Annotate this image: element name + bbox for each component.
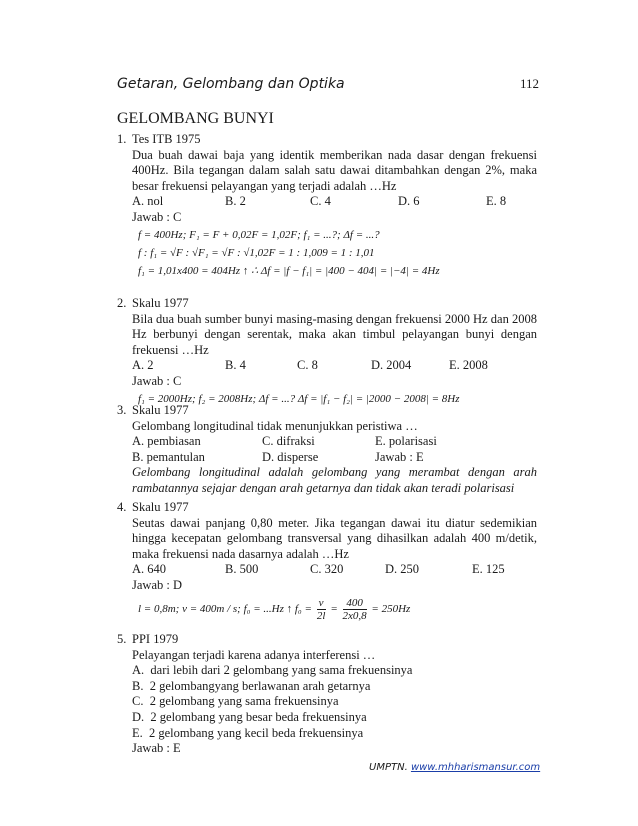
- option-a: A. 640: [132, 562, 167, 577]
- question-number: 2.: [117, 296, 127, 310]
- equals-sign: =: [330, 602, 338, 615]
- option-a: A. 2: [132, 358, 154, 373]
- answer: Jawab : D: [132, 577, 182, 592]
- answer: Jawab : E: [132, 741, 181, 756]
- question-text-line: maka frekuensi nada dasarnya adalah …Hz: [132, 546, 349, 561]
- explanation-line: Gelombang longitudinal adalah gelombang yang merambat dengan arah: [132, 465, 537, 480]
- option-b: B. 500: [225, 562, 259, 577]
- options-row: [132, 194, 537, 210]
- question-text-line: Bila dua buah sumber bunyi masing-masing dengan frekuensi 2000 Hz dan 2008: [132, 311, 537, 326]
- fraction: [317, 597, 326, 622]
- question-3: [117, 403, 537, 497]
- option-b: B. 2 gelombangyang berlawanan arah getarnya: [132, 678, 371, 693]
- option-a: A. pembiasan: [132, 434, 201, 449]
- question-text-line: frekuensi …Hz: [132, 342, 209, 357]
- options-row: [132, 434, 537, 450]
- option-d: D. 2004: [371, 358, 412, 373]
- question-text-line: Hz berbunyi dengan serentak, maka akan timbul pelayangan bunyi dengan: [132, 327, 537, 342]
- page-number: 112: [520, 76, 540, 91]
- question-text-line: 400Hz. Bila tegangan dalam salah satu dawai ditambahkan dengan 2%, maka: [132, 163, 537, 178]
- option-c: C. 4: [310, 194, 331, 209]
- question-text-line: Pelayangan terjadi karena adanya interferensi …: [132, 647, 376, 662]
- option-a: A. nol: [132, 194, 164, 209]
- equation-line: f : f₁ = √F : √F₁ = √F : √1,02F = 1 : 1,009 = 1 : 1,01: [138, 246, 375, 259]
- question-source: Tes ITB 1975: [132, 132, 201, 146]
- options-row: [132, 562, 537, 578]
- question-1: [117, 132, 537, 280]
- equation-line: [138, 597, 537, 622]
- option-e: E. 2 gelombang yang kecil beda frekuensinya: [132, 725, 364, 740]
- question-source: Skalu 1977: [132, 403, 189, 417]
- options-row: [132, 450, 537, 466]
- question-text-line: Seutas dawai panjang 0,80 meter. Jika tegangan dawai itu diatur sedemikian: [132, 515, 537, 530]
- option-c: C. 8: [297, 358, 318, 373]
- option-d: D. disperse: [262, 449, 319, 464]
- footer-prefix: UMPTN.: [369, 762, 411, 773]
- question-number: 4.: [117, 500, 127, 514]
- question-text-line: besar frekuensi pelayangan yang terjadi adalah …Hz: [132, 178, 397, 193]
- footer-link[interactable]: www.mhharismansur.com: [410, 762, 541, 773]
- equation-left: l = 0,8m; v = 400m / s; f₀ = ...Hz ↑ f₀ =: [138, 602, 312, 615]
- option-e: E. 2008: [449, 358, 488, 373]
- equation-line: f = 400Hz; F₁ = F + 0,02F = 1,02F; f₁ = ...?; Δf = ...?: [138, 228, 380, 241]
- option-b: B. pemantulan: [132, 449, 205, 464]
- option-c: C. 320: [310, 562, 344, 577]
- section-title: GELOMBANG BUNYI: [117, 110, 274, 127]
- equation-line: f₁ = 2000Hz; f₂ = 2008Hz; Δf = ...? Δf = |f₁ − f₂| = |2000 − 2008| = 8Hz: [138, 392, 460, 405]
- fraction-denominator: 2l: [316, 609, 326, 622]
- equation-right: = 250Hz: [371, 602, 411, 615]
- question-4: [117, 500, 537, 622]
- option-e: E. 125: [472, 562, 505, 577]
- header-title: Getaran, Gelombang dan Optika: [117, 76, 345, 92]
- option-c: C. 2 gelombang yang sama frekuensinya: [132, 694, 339, 709]
- question-text-line: Gelombang longitudinal tidak menunjukkan peristiwa …: [132, 418, 418, 433]
- question-text-line: hingga kecepatan gelombang transversal yang dihasilkan adalah 400 m/detik,: [132, 531, 537, 546]
- answer: Jawab : C: [132, 209, 182, 224]
- fraction: [343, 597, 367, 622]
- option-d: D. 2 gelombang yang besar beda frekuensinya: [132, 709, 367, 724]
- fraction-numerator: v: [318, 596, 324, 609]
- question-5: [117, 632, 537, 757]
- options-row: [132, 358, 537, 374]
- answer: Jawab : C: [132, 373, 182, 388]
- option-b: B. 4: [225, 358, 246, 373]
- question-number: 1.: [117, 132, 127, 146]
- explanation-line: rambatannya sejajar dengan arah getarnya dan tidak akan teradi polarisasi: [132, 480, 515, 495]
- question-source: Skalu 1977: [132, 296, 189, 310]
- footer: [369, 762, 540, 773]
- fraction-numerator: 400: [343, 597, 367, 610]
- option-a: A. dari lebih dari 2 gelombang yang sama frekuensinya: [132, 663, 413, 678]
- answer: Jawab : E: [375, 449, 424, 464]
- option-b: B. 2: [225, 194, 246, 209]
- question-number: 3.: [117, 403, 127, 417]
- option-c: C. difraksi: [262, 434, 315, 449]
- question-text-line: Dua buah dawai baja yang identik memberikan nada dasar dengan frekuensi: [132, 147, 537, 162]
- fraction-denominator: 2x0,8: [342, 609, 367, 622]
- option-d: D. 250: [385, 562, 420, 577]
- question-source: PPI 1979: [132, 632, 179, 646]
- option-d: D. 6: [398, 194, 420, 209]
- equation-line: f₁ = 1,01x400 = 404Hz ↑ ∴ Δf = |f − f₁| = |400 − 404| = |−4| = 4Hz: [138, 264, 440, 277]
- question-source: Skalu 1977: [132, 500, 189, 514]
- question-number: 5.: [117, 632, 127, 646]
- question-2: [117, 296, 537, 408]
- option-e: E. 8: [486, 194, 507, 209]
- option-e: E. polarisasi: [375, 434, 437, 449]
